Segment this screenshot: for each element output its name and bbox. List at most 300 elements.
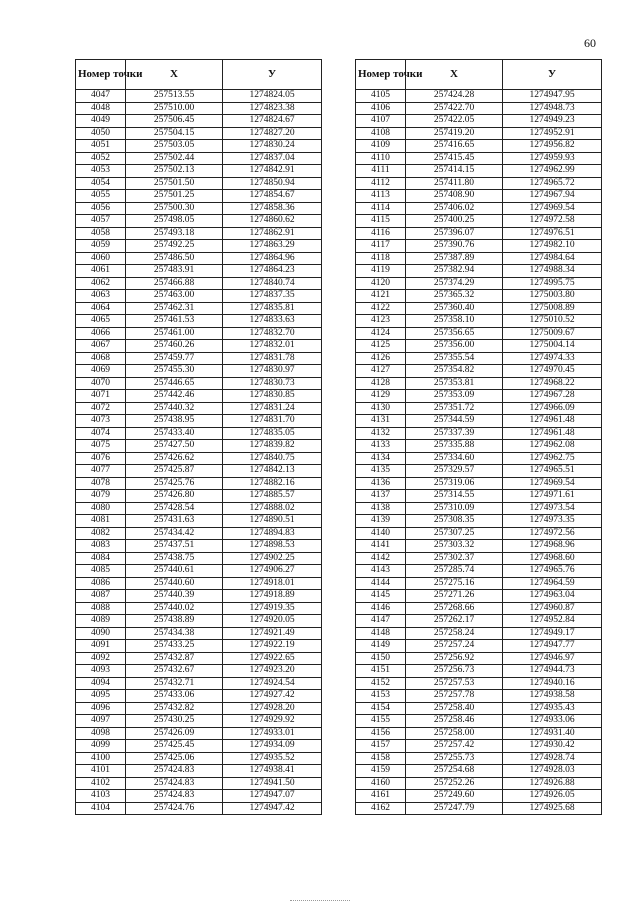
table-row: [76, 540, 322, 553]
x-coordinate-cell: 257502.44: [126, 152, 223, 165]
x-coordinate-cell: 257314.55: [406, 490, 503, 503]
table-row: [76, 152, 322, 165]
point-number-cell: 4063: [76, 290, 126, 303]
x-coordinate-cell: 257257.42: [406, 740, 503, 753]
y-coordinate-cell: 1274949.23: [503, 115, 602, 128]
table-row: [356, 502, 602, 515]
table-row: [76, 790, 322, 803]
y-coordinate-cell: 1274933.06: [503, 715, 602, 728]
table-row: [356, 602, 602, 615]
x-coordinate-cell: 257303.32: [406, 540, 503, 553]
point-number-cell: 4073: [76, 415, 126, 428]
table-row: [76, 177, 322, 190]
x-coordinate-cell: 257501.25: [126, 190, 223, 203]
y-coordinate-cell: 1274860.62: [223, 215, 322, 228]
point-number-cell: 4067: [76, 340, 126, 353]
table-row: [356, 677, 602, 690]
coordinates-body-right: [356, 90, 602, 815]
point-number-cell: 4128: [356, 377, 406, 390]
point-number-cell: 4103: [76, 790, 126, 803]
table-row: [76, 252, 322, 265]
table-row: [76, 415, 322, 428]
point-number-cell: 4161: [356, 790, 406, 803]
table-row: [356, 302, 602, 315]
x-coordinate-cell: 257440.02: [126, 602, 223, 615]
y-coordinate-cell: 1274941.50: [223, 777, 322, 790]
y-coordinate-cell: 1274920.05: [223, 615, 322, 628]
table-row: [76, 552, 322, 565]
footer-dotted-mark: [290, 900, 350, 901]
table-row: [356, 215, 602, 228]
table-row: [76, 740, 322, 753]
x-coordinate-cell: 257353.81: [406, 377, 503, 390]
point-number-cell: 4055: [76, 190, 126, 203]
y-coordinate-cell: 1274831.70: [223, 415, 322, 428]
y-coordinate-cell: 1274928.03: [503, 765, 602, 778]
x-coordinate-cell: 257424.83: [126, 765, 223, 778]
point-number-cell: 4069: [76, 365, 126, 378]
y-coordinate-cell: 1274832.01: [223, 340, 322, 353]
y-coordinate-cell: 1274827.20: [223, 127, 322, 140]
coordinates-table-right: [355, 59, 602, 815]
x-coordinate-cell: 257255.73: [406, 752, 503, 765]
y-coordinate-cell: 1274967.28: [503, 390, 602, 403]
table-row: [76, 527, 322, 540]
table-row: [76, 190, 322, 203]
y-coordinate-cell: 1274946.97: [503, 652, 602, 665]
y-coordinate-cell: 1274968.22: [503, 377, 602, 390]
point-number-cell: 4129: [356, 390, 406, 403]
point-number-cell: 4156: [356, 727, 406, 740]
y-coordinate-cell: 1274840.75: [223, 452, 322, 465]
y-coordinate-cell: 1274956.82: [503, 140, 602, 153]
y-coordinate-cell: 1274864.23: [223, 265, 322, 278]
point-number-cell: 4081: [76, 515, 126, 528]
point-number-cell: 4099: [76, 740, 126, 753]
point-number-cell: 4151: [356, 665, 406, 678]
x-coordinate-cell: 257427.50: [126, 440, 223, 453]
y-coordinate-cell: 1274944.73: [503, 665, 602, 678]
x-coordinate-cell: 257358.10: [406, 315, 503, 328]
x-coordinate-cell: 257446.65: [126, 377, 223, 390]
table-row: [76, 727, 322, 740]
point-number-cell: 4062: [76, 277, 126, 290]
x-coordinate-cell: 257442.46: [126, 390, 223, 403]
y-coordinate-cell: 1275003.80: [503, 290, 602, 303]
point-number-cell: 4149: [356, 640, 406, 653]
table-row: [356, 152, 602, 165]
x-coordinate-cell: 257249.60: [406, 790, 503, 803]
table-row: [76, 690, 322, 703]
header-y: У: [223, 60, 322, 90]
point-number-cell: 4096: [76, 702, 126, 715]
table-row: [356, 577, 602, 590]
y-coordinate-cell: 1274988.34: [503, 265, 602, 278]
table-row: [356, 390, 602, 403]
table-row: [76, 90, 322, 103]
point-number-cell: 4111: [356, 165, 406, 178]
table-row: [76, 115, 322, 128]
header-x: X: [406, 60, 503, 90]
x-coordinate-cell: 257247.79: [406, 802, 503, 815]
y-coordinate-cell: 1274968.96: [503, 540, 602, 553]
y-coordinate-cell: 1274965.51: [503, 465, 602, 478]
y-coordinate-cell: 1274922.65: [223, 652, 322, 665]
x-coordinate-cell: 257406.02: [406, 202, 503, 215]
table-row: [356, 165, 602, 178]
x-coordinate-cell: 257461.00: [126, 327, 223, 340]
x-coordinate-cell: 257463.00: [126, 290, 223, 303]
table-row: [76, 365, 322, 378]
x-coordinate-cell: 257431.63: [126, 515, 223, 528]
x-coordinate-cell: 257254.68: [406, 765, 503, 778]
y-coordinate-cell: 1274885.57: [223, 490, 322, 503]
y-coordinate-cell: 1274960.87: [503, 602, 602, 615]
x-coordinate-cell: 257415.45: [406, 152, 503, 165]
table-row: [76, 652, 322, 665]
y-coordinate-cell: 1274959.93: [503, 152, 602, 165]
table-row: [356, 615, 602, 628]
x-coordinate-cell: 257434.38: [126, 627, 223, 640]
x-coordinate-cell: 257258.24: [406, 627, 503, 640]
point-number-cell: 4074: [76, 427, 126, 440]
y-coordinate-cell: 1274938.58: [503, 690, 602, 703]
y-coordinate-cell: 1274967.94: [503, 190, 602, 203]
x-coordinate-cell: 257256.92: [406, 652, 503, 665]
x-coordinate-cell: 257365.32: [406, 290, 503, 303]
table-row: [356, 427, 602, 440]
y-coordinate-cell: 1274947.07: [223, 790, 322, 803]
x-coordinate-cell: 257414.15: [406, 165, 503, 178]
y-coordinate-cell: 1274888.02: [223, 502, 322, 515]
table-header-row: [356, 60, 602, 90]
table-row: [356, 527, 602, 540]
y-coordinate-cell: 1274926.05: [503, 790, 602, 803]
y-coordinate-cell: 1274832.70: [223, 327, 322, 340]
y-coordinate-cell: 1274968.60: [503, 552, 602, 565]
point-number-cell: 4086: [76, 577, 126, 590]
y-coordinate-cell: 1274919.35: [223, 602, 322, 615]
x-coordinate-cell: 257501.50: [126, 177, 223, 190]
point-number-cell: 4152: [356, 677, 406, 690]
point-number-cell: 4098: [76, 727, 126, 740]
y-coordinate-cell: 1274923.20: [223, 665, 322, 678]
point-number-cell: 4065: [76, 315, 126, 328]
table-row: [356, 365, 602, 378]
table-row: [356, 490, 602, 503]
table-row: [76, 140, 322, 153]
table-row: [76, 490, 322, 503]
point-number-cell: 4127: [356, 365, 406, 378]
table-row: [76, 752, 322, 765]
x-coordinate-cell: 257432.87: [126, 652, 223, 665]
table-row: [76, 715, 322, 728]
x-coordinate-cell: 257356.65: [406, 327, 503, 340]
y-coordinate-cell: 1274935.43: [503, 702, 602, 715]
x-coordinate-cell: 257335.88: [406, 440, 503, 453]
point-number-cell: 4059: [76, 240, 126, 253]
table-row: [76, 615, 322, 628]
x-coordinate-cell: 257374.29: [406, 277, 503, 290]
x-coordinate-cell: 257492.25: [126, 240, 223, 253]
point-number-cell: 4148: [356, 627, 406, 640]
point-number-cell: 4132: [356, 427, 406, 440]
point-number-cell: 4114: [356, 202, 406, 215]
x-coordinate-cell: 257426.09: [126, 727, 223, 740]
y-coordinate-cell: 1274952.91: [503, 127, 602, 140]
x-coordinate-cell: 257426.62: [126, 452, 223, 465]
y-coordinate-cell: 1274918.01: [223, 577, 322, 590]
table-row: [76, 240, 322, 253]
table-row: [76, 602, 322, 615]
point-number-cell: 4049: [76, 115, 126, 128]
point-number-cell: 4052: [76, 152, 126, 165]
y-coordinate-cell: 1274858.36: [223, 202, 322, 215]
y-coordinate-cell: 1274961.48: [503, 415, 602, 428]
y-coordinate-cell: 1274830.85: [223, 390, 322, 403]
y-coordinate-cell: 1274931.40: [503, 727, 602, 740]
point-number-cell: 4143: [356, 565, 406, 578]
table-row: [76, 265, 322, 278]
x-coordinate-cell: 257433.06: [126, 690, 223, 703]
y-coordinate-cell: 1274830.24: [223, 140, 322, 153]
x-coordinate-cell: 257258.40: [406, 702, 503, 715]
table-row: [356, 452, 602, 465]
table-row: [356, 340, 602, 353]
table-row: [356, 202, 602, 215]
point-number-cell: 4155: [356, 715, 406, 728]
x-coordinate-cell: 257466.88: [126, 277, 223, 290]
y-coordinate-cell: 1274854.67: [223, 190, 322, 203]
header-point-number: Номер точки: [356, 60, 406, 90]
point-number-cell: 4076: [76, 452, 126, 465]
x-coordinate-cell: 257411.80: [406, 177, 503, 190]
y-coordinate-cell: 1274984.64: [503, 252, 602, 265]
point-number-cell: 4091: [76, 640, 126, 653]
y-coordinate-cell: 1274840.74: [223, 277, 322, 290]
table-row: [356, 690, 602, 703]
point-number-cell: 4100: [76, 752, 126, 765]
point-number-cell: 4125: [356, 340, 406, 353]
table-row: [356, 140, 602, 153]
x-coordinate-cell: 257302.37: [406, 552, 503, 565]
table-row: [76, 227, 322, 240]
table-row: [356, 290, 602, 303]
x-coordinate-cell: 257498.05: [126, 215, 223, 228]
point-number-cell: 4092: [76, 652, 126, 665]
point-number-cell: 4093: [76, 665, 126, 678]
y-coordinate-cell: 1274837.35: [223, 290, 322, 303]
table-row: [356, 590, 602, 603]
y-coordinate-cell: 1274842.13: [223, 465, 322, 478]
y-coordinate-cell: 1274906.27: [223, 565, 322, 578]
x-coordinate-cell: 257510.00: [126, 102, 223, 115]
x-coordinate-cell: 257440.60: [126, 577, 223, 590]
table-row: [356, 415, 602, 428]
point-number-cell: 4094: [76, 677, 126, 690]
x-coordinate-cell: 257400.25: [406, 215, 503, 228]
point-number-cell: 4080: [76, 502, 126, 515]
table-row: [76, 165, 322, 178]
point-number-cell: 4134: [356, 452, 406, 465]
y-coordinate-cell: 1274964.59: [503, 577, 602, 590]
point-number-cell: 4084: [76, 552, 126, 565]
point-number-cell: 4116: [356, 227, 406, 240]
y-coordinate-cell: 1274842.91: [223, 165, 322, 178]
point-number-cell: 4050: [76, 127, 126, 140]
x-coordinate-cell: 257486.50: [126, 252, 223, 265]
point-number-cell: 4085: [76, 565, 126, 578]
point-number-cell: 4154: [356, 702, 406, 715]
x-coordinate-cell: 257425.06: [126, 752, 223, 765]
table-row: [76, 377, 322, 390]
page-number: 60: [584, 36, 596, 50]
point-number-cell: 4078: [76, 477, 126, 490]
point-number-cell: 4087: [76, 590, 126, 603]
y-coordinate-cell: 1274882.16: [223, 477, 322, 490]
x-coordinate-cell: 257433.25: [126, 640, 223, 653]
y-coordinate-cell: 1274831.24: [223, 402, 322, 415]
y-coordinate-cell: 1274830.97: [223, 365, 322, 378]
table-row: [76, 627, 322, 640]
point-number-cell: 4159: [356, 765, 406, 778]
x-coordinate-cell: 257440.39: [126, 590, 223, 603]
point-number-cell: 4058: [76, 227, 126, 240]
x-coordinate-cell: 257438.89: [126, 615, 223, 628]
table-row: [76, 327, 322, 340]
point-number-cell: 4047: [76, 90, 126, 103]
x-coordinate-cell: 257268.66: [406, 602, 503, 615]
y-coordinate-cell: 1274982.10: [503, 240, 602, 253]
point-number-cell: 4121: [356, 290, 406, 303]
table-row: [76, 677, 322, 690]
y-coordinate-cell: 1274830.73: [223, 377, 322, 390]
x-coordinate-cell: 257329.57: [406, 465, 503, 478]
y-coordinate-cell: 1274949.17: [503, 627, 602, 640]
point-number-cell: 4060: [76, 252, 126, 265]
y-coordinate-cell: 1274824.67: [223, 115, 322, 128]
x-coordinate-cell: 257258.00: [406, 727, 503, 740]
y-coordinate-cell: 1274962.08: [503, 440, 602, 453]
table-row: [356, 377, 602, 390]
x-coordinate-cell: 257422.70: [406, 102, 503, 115]
y-coordinate-cell: 1274961.48: [503, 427, 602, 440]
x-coordinate-cell: 257351.72: [406, 402, 503, 415]
point-number-cell: 4138: [356, 502, 406, 515]
point-number-cell: 4082: [76, 527, 126, 540]
y-coordinate-cell: 1274940.16: [503, 677, 602, 690]
table-row: [76, 565, 322, 578]
point-number-cell: 4123: [356, 315, 406, 328]
x-coordinate-cell: 257493.18: [126, 227, 223, 240]
point-number-cell: 4135: [356, 465, 406, 478]
table-row: [356, 190, 602, 203]
point-number-cell: 4160: [356, 777, 406, 790]
point-number-cell: 4144: [356, 577, 406, 590]
x-coordinate-cell: 257513.55: [126, 90, 223, 103]
point-number-cell: 4145: [356, 590, 406, 603]
x-coordinate-cell: 257506.45: [126, 115, 223, 128]
x-coordinate-cell: 257353.09: [406, 390, 503, 403]
y-coordinate-cell: 1274921.49: [223, 627, 322, 640]
y-coordinate-cell: 1274835.05: [223, 427, 322, 440]
table-row: [76, 477, 322, 490]
table-row: [76, 215, 322, 228]
x-coordinate-cell: 257424.28: [406, 90, 503, 103]
table-row: [356, 727, 602, 740]
x-coordinate-cell: 257337.39: [406, 427, 503, 440]
point-number-cell: 4130: [356, 402, 406, 415]
x-coordinate-cell: 257440.32: [126, 402, 223, 415]
table-row: [356, 440, 602, 453]
y-coordinate-cell: 1274965.76: [503, 565, 602, 578]
table-row: [356, 715, 602, 728]
point-number-cell: 4137: [356, 490, 406, 503]
y-coordinate-cell: 1274933.01: [223, 727, 322, 740]
y-coordinate-cell: 1274948.73: [503, 102, 602, 115]
y-coordinate-cell: 1274863.29: [223, 240, 322, 253]
header-point-number: Номер точки: [76, 60, 126, 90]
point-number-cell: 4068: [76, 352, 126, 365]
table-row: [356, 565, 602, 578]
table-row: [356, 702, 602, 715]
table-row: [76, 315, 322, 328]
x-coordinate-cell: 257438.95: [126, 415, 223, 428]
y-coordinate-cell: 1274850.94: [223, 177, 322, 190]
x-coordinate-cell: 257262.17: [406, 615, 503, 628]
table-row: [76, 402, 322, 415]
table-row: [356, 802, 602, 815]
x-coordinate-cell: 257432.67: [126, 665, 223, 678]
x-coordinate-cell: 257382.94: [406, 265, 503, 278]
table-row: [76, 452, 322, 465]
point-number-cell: 4115: [356, 215, 406, 228]
table-row: [76, 440, 322, 453]
point-number-cell: 4064: [76, 302, 126, 315]
point-number-cell: 4139: [356, 515, 406, 528]
point-number-cell: 4107: [356, 115, 406, 128]
y-coordinate-cell: 1274947.42: [223, 802, 322, 815]
x-coordinate-cell: 257308.35: [406, 515, 503, 528]
point-number-cell: 4112: [356, 177, 406, 190]
table-row: [356, 177, 602, 190]
y-coordinate-cell: 1274965.72: [503, 177, 602, 190]
x-coordinate-cell: 257360.40: [406, 302, 503, 315]
y-coordinate-cell: 1275004.14: [503, 340, 602, 353]
x-coordinate-cell: 257425.76: [126, 477, 223, 490]
y-coordinate-cell: 1274864.96: [223, 252, 322, 265]
point-number-cell: 4105: [356, 90, 406, 103]
x-coordinate-cell: 257500.30: [126, 202, 223, 215]
y-coordinate-cell: 1274966.09: [503, 402, 602, 415]
y-coordinate-cell: 1274835.81: [223, 302, 322, 315]
x-coordinate-cell: 257483.91: [126, 265, 223, 278]
x-coordinate-cell: 257428.54: [126, 502, 223, 515]
x-coordinate-cell: 257307.25: [406, 527, 503, 540]
table-row: [356, 627, 602, 640]
point-number-cell: 4071: [76, 390, 126, 403]
x-coordinate-cell: 257438.75: [126, 552, 223, 565]
point-number-cell: 4101: [76, 765, 126, 778]
x-coordinate-cell: 257424.83: [126, 777, 223, 790]
table-row: [76, 390, 322, 403]
point-number-cell: 4153: [356, 690, 406, 703]
point-number-cell: 4077: [76, 465, 126, 478]
point-number-cell: 4054: [76, 177, 126, 190]
x-coordinate-cell: 257504.15: [126, 127, 223, 140]
y-coordinate-cell: 1274894.83: [223, 527, 322, 540]
x-coordinate-cell: 257252.26: [406, 777, 503, 790]
